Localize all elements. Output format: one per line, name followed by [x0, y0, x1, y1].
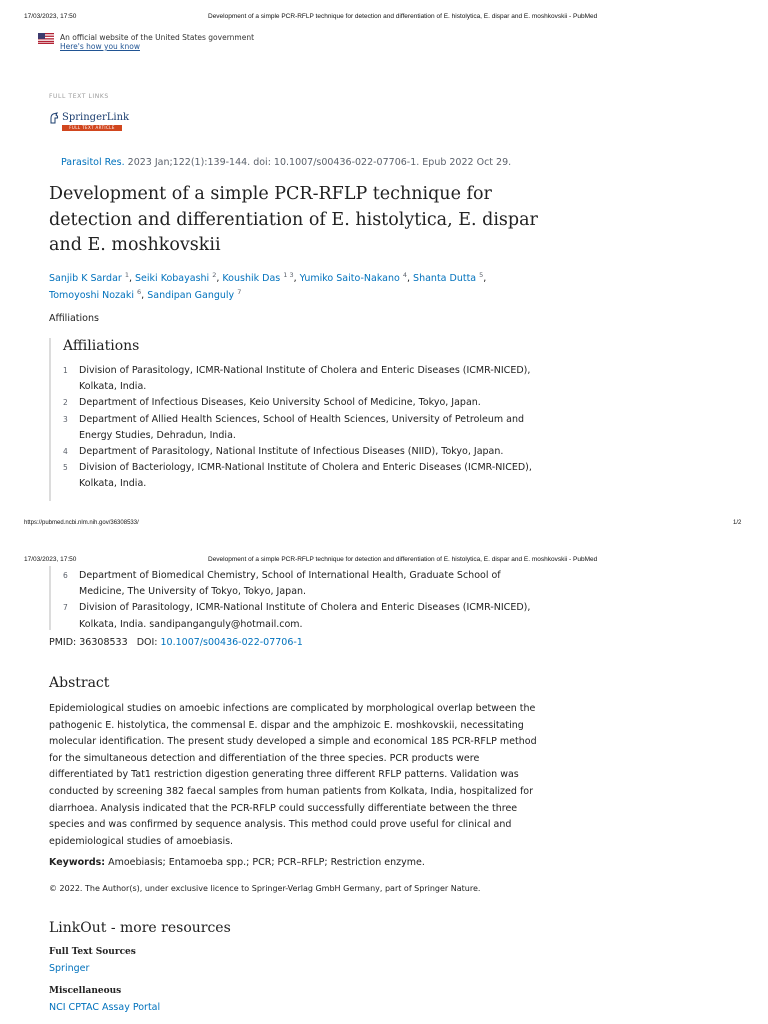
affiliations-heading: Affiliations: [63, 338, 140, 354]
affiliation-text: Division of Bacteriology, ICMR-National Institute of Cholera and Enteric Diseases (ICMR-NICED), Kolkata, India.: [79, 462, 532, 490]
affiliation-item: [63, 363, 543, 395]
affiliation-text: Division of Parasitology, ICMR-National Institute of Cholera and Enteric Diseases (ICMR-NICED), Kolkata, India. sandipanganguly@hotmail.com.: [79, 602, 531, 630]
affiliation-number: 6: [63, 571, 68, 580]
author-link[interactable]: Koushik Das: [222, 273, 281, 284]
author-list: Sanjib K Sardar $^1$, Seiki Kobayashi $^2$, Koushik Das $^{1 3}$, Yumiko Saito-Nakano $^4$, Shanta Dutta $^5$, Tomoyoshi Nozaki $^6$, Sandipan Ganguly $^7$: [49, 270, 487, 301]
springer-link[interactable]: Springer: [49, 963, 90, 974]
print-doc-title-2: Development of a simple PCR-RFLP technique for detection and differentiation of E. histolytica, E. dispar and E. moshkovskii - PubMed: [208, 556, 598, 563]
affiliation-item: [63, 395, 543, 411]
author-affiliation-ref[interactable]: 1: [124, 270, 129, 279]
pmid-label: PMID:: [49, 637, 80, 648]
affiliation-text: Department of Parasitology, National Institute of Infectious Diseases (NIID), Tokyo, Japan.: [79, 446, 504, 458]
springer-horse-icon: [49, 112, 60, 124]
affiliation-text: Department of Allied Health Sciences, School of Health Sciences, University of Petroleum and Energy Studies, Dehradun, India.: [79, 413, 525, 441]
affiliation-item: [63, 568, 543, 600]
springer-full-text-bar: FULL TEXT ARTICLE: [62, 125, 122, 131]
gov-banner: [60, 33, 254, 51]
print-doc-title: Development of a simple PCR-RFLP technique for detection and differentiation of E. histolytica, E. dispar and E. moshkovskii - PubMed: [208, 13, 598, 20]
us-flag-icon: [38, 33, 54, 44]
affiliation-number: 5: [63, 463, 68, 473]
print-url: https://pubmed.ncbi.nlm.nih.gov/36308533/: [24, 520, 139, 526]
doi-label: DOI:: [136, 637, 161, 648]
abstract-text: Epidemiological studies on amoebic infections are complicated by morphological overlap between the pathogenic E. histolytica, the commensal E. dispar and the amphizoic E. moshkovskii, necessitating molecular identification. The present study developed a simple and economical 18S PCR-RFLP method for the simultaneous detection and differentiation of the three species. PCR products were differentiated by Tat1 restriction digestion generating three different RFLP patterns. Validation was conducted by screening 382 faecal samples from human patients from Kolkata, India, hospitalized for diarrhoea. Analysis indicated that the PCR-RFLP could successfully differentiate between the three species and was confirmed by sequence analysis. This method could prove useful for clinical and epidemiological studies of amoebiasis.: [49, 703, 537, 847]
full-text-links-label: FULL TEXT LINKS: [49, 93, 109, 100]
keywords: [49, 857, 425, 868]
affiliation-text: Department of Infectious Diseases, Keio University School of Medicine, Tokyo, Japan.: [79, 397, 481, 409]
full-text-sources-label: Full Text Sources: [49, 947, 136, 957]
print-datetime-2: 17/03/2023, 17:50: [24, 556, 77, 563]
affiliation-number: 2: [63, 398, 68, 408]
identifiers: [49, 637, 303, 648]
springerlink-logo-button[interactable]: [49, 112, 130, 132]
author-link[interactable]: Seiki Kobayashi: [135, 273, 210, 284]
affiliation-text: Department of Biomedical Chemistry, School of International Health, Graduate School of Medicine, The University of Tokyo, Tokyo, Japan.: [79, 570, 501, 598]
journal-link[interactable]: Parasitol Res.: [61, 157, 125, 168]
abstract-heading: Abstract: [49, 675, 110, 691]
author-affiliation-ref[interactable]: 5: [479, 270, 484, 279]
affiliation-item: [63, 600, 543, 632]
affiliation-number: 7: [63, 603, 68, 613]
affiliation-number: 4: [63, 447, 68, 457]
author-link[interactable]: Tomoyoshi Nozaki: [49, 290, 134, 301]
print-page-number: 1/2: [733, 520, 742, 526]
keywords-list: Amoebiasis; Entamoeba spp.; PCR; PCR–RFLP; Restriction enzyme.: [105, 857, 425, 868]
article-title: Development of a simple PCR-RFLP technique for detection and differentiation of E. histolytica, E. dispar and E. moshkovskii: [49, 184, 538, 255]
author-link[interactable]: Sanjib K Sardar: [49, 273, 122, 284]
citation-details: 2023 Jan;122(1):139-144. doi: 10.1007/s00436-022-07706-1. Epub 2022 Oct 29.: [124, 157, 512, 168]
author-affiliation-ref[interactable]: 6: [137, 287, 142, 296]
author-affiliation-ref[interactable]: 4: [402, 270, 407, 279]
affiliations-border-continued: [49, 566, 51, 630]
springerlink-name: SpringerLink: [62, 112, 130, 123]
copyright: © 2022. The Author(s), under exclusive licence to Springer-Verlag GmbH Germany, part of Springer Nature.: [49, 884, 481, 893]
gov-banner-text: An official website of the United States government: [60, 33, 255, 42]
author-affiliation-ref[interactable]: 7: [237, 287, 242, 296]
affiliation-text: Division of Parasitology, ICMR-National Institute of Cholera and Enteric Diseases (ICMR-NICED), Kolkata, India.: [79, 365, 531, 393]
affiliations-list: [63, 363, 543, 493]
affiliations-toggle[interactable]: Affiliations: [49, 313, 99, 324]
affiliation-item: [63, 460, 543, 492]
affiliation-number: 1: [63, 366, 68, 375]
affiliation-number: 3: [63, 414, 68, 424]
author-link[interactable]: Sandipan Ganguly: [147, 290, 235, 301]
miscellaneous-label: Miscellaneous: [49, 986, 122, 996]
nci-cptac-link[interactable]: NCI CPTAC Assay Portal: [49, 1002, 161, 1013]
affiliations-list-continued: [63, 568, 543, 633]
author-link[interactable]: Shanta Dutta: [413, 273, 477, 284]
heres-how-you-know-link[interactable]: Here's how you know: [60, 42, 140, 51]
author-affiliation-ref[interactable]: 2: [212, 270, 217, 279]
author-link[interactable]: Yumiko Saito-Nakano: [299, 273, 400, 284]
keywords-label: Keywords:: [49, 857, 106, 868]
affiliation-item: [63, 444, 543, 460]
linkout-heading: LinkOut - more resources: [49, 920, 231, 936]
pmid-value: 36308533: [79, 637, 128, 648]
affiliations-border: [49, 338, 51, 501]
affiliation-item: [63, 412, 543, 444]
author-affiliation-ref[interactable]: 1 3: [283, 270, 294, 279]
print-datetime: 17/03/2023, 17:50: [24, 13, 77, 20]
doi-link[interactable]: 10.1007/s00436-022-07706-1: [160, 637, 303, 648]
citation: [61, 157, 511, 168]
